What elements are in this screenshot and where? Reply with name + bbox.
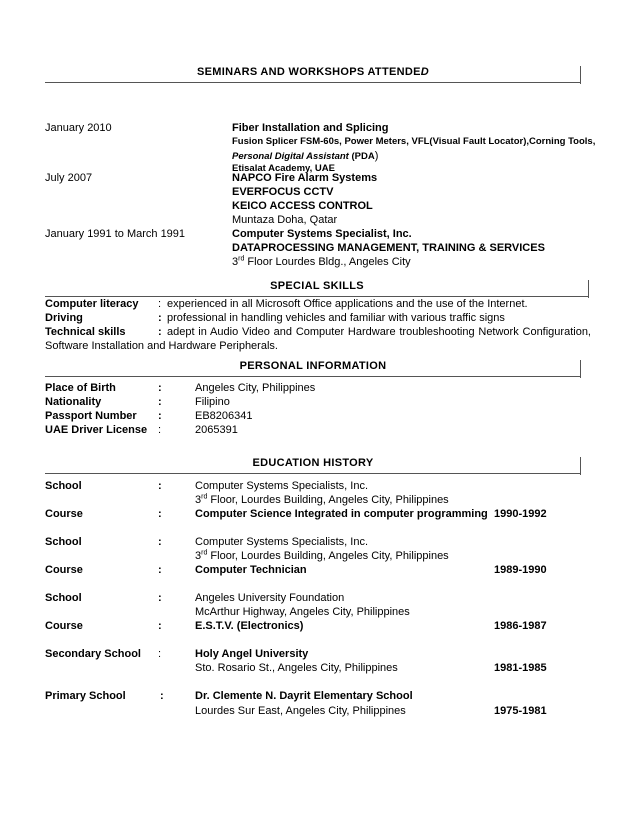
personal-label: Nationality [45,396,102,408]
personal-label: Passport Number [45,410,137,422]
personal-colon: : [158,396,162,408]
education-title: EDUCATION HISTORY [252,457,374,469]
skill-colon: : [158,312,162,324]
seminar-detail: Etisalat Academy, UAE [232,163,335,174]
edu-colon: : [158,648,162,660]
edu-years: 1975-1981 [494,705,547,717]
edu-years: 1986-1987 [494,620,547,632]
personal-label: Place of Birth [45,382,116,394]
personal-label: UAE Driver License [45,424,148,436]
personal-value: EB8206341 [195,410,253,422]
personal-value: 2065391 [195,424,238,436]
skill-label: Technical skills [45,326,126,338]
skill-colon: : [158,298,162,310]
seminar-location: 3rd Floor Lourdes Bldg., Angeles City [232,255,411,268]
seminar-title: NAPCO Fire Alarm Systems [232,172,378,184]
seminar-title: KEICO ACCESS CONTROL [232,200,373,212]
skills-header [45,280,589,297]
personal-header [45,360,581,377]
skills-title: SPECIAL SKILLS [270,280,364,292]
personal-value: Angeles City, Philippines [195,382,316,394]
edu-school: Dr. Clemente N. Dayrit Elementary School [195,690,413,702]
edu-course: Computer Science Integrated in computer programming [195,508,488,520]
personal-colon: : [158,410,162,422]
edu-address: McArthur Highway, Angeles City, Philippines [195,606,410,618]
edu-label: School [45,536,82,548]
seminar-title: DATAPROCESSING MANAGEMENT, TRAINING & SERVICES [232,242,545,254]
skill-label: Computer literacy [45,298,139,310]
edu-address: Sto. Rosario St., Angeles City, Philippines [195,662,398,674]
skill-value: experienced in all Microsoft Office applications and the use of the Internet. [167,298,528,310]
edu-course: E.S.T.V. (Electronics) [195,620,304,632]
seminar-title: Computer Systems Specialist, Inc. [232,228,412,240]
edu-school: Computer Systems Specialists, Inc. [195,480,369,492]
skill-colon: : [158,326,162,338]
seminar-title: EVERFOCUS CCTV [232,186,334,198]
seminar-detail: Personal Digital Assistant (PDA) [232,150,379,162]
edu-address: 3rd Floor, Lourdes Building, Angeles City, Philippines [195,549,449,562]
skill-value: professional in handling vehicles and familiar with various traffic signs [167,312,505,324]
seminar-date: January 1991 to March 1991 [45,228,186,240]
edu-address: Lourdes Sur East, Angeles City, Philippines [195,705,406,717]
personal-title: PERSONAL INFORMATION [239,360,387,372]
seminar-title: Fiber Installation and Splicing [232,122,389,134]
edu-years: 1989-1990 [494,564,547,576]
edu-label: Course [45,508,83,520]
edu-years: 1990-1992 [494,508,547,520]
seminar-detail: Fusion Splicer FSM-60s, Power Meters, VFL(Visual Fault Locator),Corning Tools, [232,136,596,147]
edu-colon: : [158,620,162,632]
seminars-title: SEMINARS AND WORKSHOPS ATTENDED [197,66,429,78]
edu-colon: : [158,508,162,520]
seminar-location: Muntaza Doha, Qatar [232,214,338,226]
personal-colon: : [158,424,162,436]
edu-label: Primary School [45,690,126,702]
edu-course: Computer Technician [195,564,307,576]
edu-school: Angeles University Foundation [195,592,345,604]
seminar-date: July 2007 [45,172,93,184]
edu-label: Course [45,564,83,576]
edu-school: Computer Systems Specialists, Inc. [195,536,369,548]
edu-years: 1981-1985 [494,662,547,674]
edu-colon: : [158,592,162,604]
edu-label: School [45,480,82,492]
seminar-date: January 2010 [45,122,112,134]
personal-colon: : [158,382,162,394]
edu-label: Course [45,620,83,632]
edu-address: 3rd Floor, Lourdes Building, Angeles City, Philippines [195,493,449,506]
edu-label: Secondary School [45,648,141,660]
edu-label: School [45,592,82,604]
edu-colon: : [160,690,164,702]
edu-school: Holy Angel University [195,648,309,660]
edu-colon: : [158,564,162,576]
skill-continuation: Software Installation and Hardware Peripherals. [45,340,278,352]
education-header [45,457,581,474]
seminars-header [45,66,581,83]
skill-value: adept in Audio Video and Computer Hardware troubleshooting Network Configuration, [167,326,591,338]
personal-value: Filipino [195,396,230,408]
skill-label: Driving [45,312,83,324]
edu-colon: : [158,536,162,548]
edu-colon: : [158,480,162,492]
